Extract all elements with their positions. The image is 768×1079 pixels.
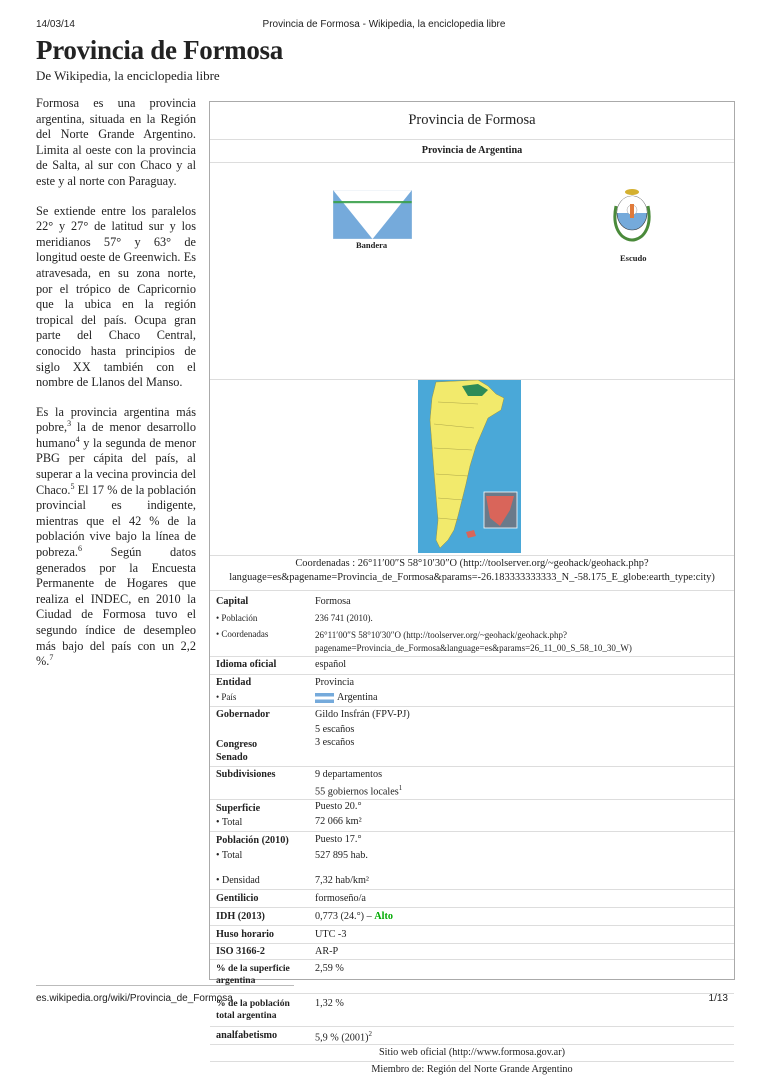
page-title: Provincia de Formosa [36, 35, 283, 65]
densidad-label: • Densidad [216, 875, 260, 886]
coordenadas-value-1: 26°11′00″S 58°10′30″O (http://toolserver.org/~geohack/geohack.php? [315, 630, 567, 640]
congreso-value: 5 escaños [315, 724, 355, 735]
miembro-link[interactable]: Miembro de: Región del Norte Grande Argentino [371, 1064, 573, 1075]
paragraph-1: Formosa es una provincia argentina, situada en la Región del Norte Grande Argentino. Limita al oeste con la provincia de Salta, al sur con Chaco y al este y al norte con Paraguay. [36, 96, 196, 188]
infobox-map [210, 379, 734, 556]
pais-label: • País [216, 692, 237, 702]
print-page-number: 1/13 [708, 993, 728, 1004]
densidad-value: 7,32 hab/km² [315, 875, 369, 886]
gentilicio-label: Gentilicio [216, 893, 259, 904]
row-idioma [210, 656, 734, 674]
paragraph-3-part: la de menor desarrollo humano [36, 420, 196, 450]
poblacion-total-label: • Total [216, 850, 243, 861]
idh-level: Alto [374, 911, 393, 922]
superficie-total-value: 72 066 km² [315, 816, 362, 827]
row-poblacion [210, 831, 734, 890]
subdivisiones-value-1: 9 departamentos [315, 769, 383, 780]
ref-link[interactable]: 5 [70, 481, 75, 491]
senado-value: 3 escaños [315, 737, 355, 748]
poblacion-pct-value: 1,32 % [315, 998, 344, 1009]
row-congreso [210, 736, 734, 766]
ref-link[interactable]: 1 [398, 784, 403, 792]
page-subtitle: De Wikipedia, la enciclopedia libre [36, 68, 220, 83]
pais-name: Argentina [337, 692, 378, 703]
capital-label: Capital [216, 596, 249, 607]
ref-link[interactable]: 7 [49, 653, 54, 663]
entidad-value[interactable]: Provincia [315, 677, 355, 688]
gobernador-label: Gobernador [216, 709, 270, 720]
superficie-pct-label [216, 963, 290, 987]
analfabetismo-label: analfabetismo [216, 1030, 278, 1041]
infobox-coordinates[interactable] [214, 557, 730, 585]
row-miembro [210, 1061, 734, 1079]
pais-value[interactable] [315, 692, 378, 703]
superficie-pct-label-2: argentina [216, 975, 256, 986]
print-header-title: Provincia de Formosa - Wikipedia, la enciclopedia libre [262, 19, 506, 30]
poblacion-total-value: 527 895 hab. [315, 850, 368, 861]
coordenadas-label: • Coordenadas [216, 629, 269, 639]
subdivisiones-text: 55 gobiernos locales [315, 786, 399, 798]
coords-line-1: Coordenadas : 26°11′00″S 58°10′30″O (http://toolserver.org/~geohack/geohack.php? [295, 558, 649, 569]
paragraph-3-part: y la segunda de menor PBG per cápita del país, al superar a la vecina provincia del Chaco. [36, 435, 196, 497]
ref-link[interactable]: 6 [78, 543, 82, 553]
row-superficie-pct [210, 959, 734, 994]
infobox-symbols [210, 162, 734, 380]
poblacion-pct-label-1: % de la población [216, 998, 290, 1009]
superficie-label: Superficie [216, 803, 261, 814]
idh-number: 0,773 (24.°) – [315, 911, 375, 922]
row-gentilicio [210, 889, 734, 908]
idioma-value[interactable]: español [315, 659, 347, 670]
location-map-image[interactable] [418, 380, 521, 553]
row-entidad [210, 674, 734, 706]
poblacion-value: 236 741 (2010). [315, 613, 373, 623]
entidad-label: Entidad [216, 677, 252, 688]
superficie-total-label: • Total [216, 817, 243, 828]
capital-value[interactable]: Formosa [315, 596, 351, 607]
gentilicio-value: formoseño/a [315, 893, 366, 904]
paragraph-3-part: Según datos generados por la Encuesta Permanente de Hogares que realiza el INDEC, en 2010 la Ciudad de Formosa tuvo el segundo índice de desempleo más bajo del país con un 2,2 %. [36, 545, 196, 669]
flag-caption: Bandera [356, 240, 388, 250]
coat-caption: Escudo [620, 253, 647, 263]
subdivisiones-value-2 [315, 784, 402, 797]
paragraph-3 [36, 405, 196, 670]
footer-divider [36, 985, 294, 986]
iso-value[interactable]: AR-P [315, 946, 339, 957]
row-sitio-web [210, 1044, 734, 1062]
infobox-subtitle[interactable]: Provincia de Argentina [210, 139, 734, 163]
superficie-pct-value: 2,59 % [315, 963, 344, 974]
analfabetismo-text: 5,9 % (2001) [315, 1032, 369, 1044]
infobox-title: Provincia de Formosa [210, 102, 734, 140]
idh-label: IDH (2013) [216, 911, 265, 922]
row-capital [210, 590, 734, 655]
paragraph-3-part: Es la provincia argentina más pobre, [36, 404, 196, 435]
coat-of-arms-image[interactable] [608, 188, 656, 243]
poblacion-pct-label-2: total argentina [216, 1010, 277, 1021]
superficie-pct-label-1: % de la superficie [216, 963, 290, 974]
row-idh [210, 907, 734, 926]
row-gobernador [210, 706, 734, 737]
paragraph-3-part: El 17 % de la población provincial es indigente, mientras que el 42 % de la población vive bajo la línea de pobreza. [36, 482, 196, 560]
huso-label: Huso horario [216, 929, 275, 940]
analfabetismo-value [315, 1030, 372, 1043]
poblacion2010-label: Población (2010) [216, 835, 289, 846]
coords-line-2: language=es&pagename=Provincia_de_Formosa&params=-26.183333333333_N_-58.175_E_globe:earth_type:city) [229, 572, 715, 583]
paragraph-2: Se extiende entre los paralelos 22° y 27° de latitud sur y los meridianos 57° y 63° de longitud oeste de Greenwich. Es atravesada, en su zona norte, por el trópico de Capricornio que la ubica en la región tropical del país. Ocupa gran parte del Chaco Central, conocido hasta principios de siglo XX también con el nombre de Llanos del Manso. [36, 203, 196, 390]
poblacion2010-rank: Puesto 17.° [315, 834, 362, 845]
argentina-flag-icon [315, 693, 334, 703]
row-subdivisiones [210, 766, 734, 800]
superficie-rank: Puesto 20.° [315, 801, 362, 812]
gobernador-value[interactable]: Gildo Insfrán (FPV-PJ) [315, 709, 410, 720]
senado-label: Senado [216, 752, 248, 763]
congreso-label: Congreso [216, 739, 258, 750]
print-date: 14/03/14 [36, 19, 75, 30]
flag-image[interactable] [333, 190, 412, 239]
print-footer-url: es.wikipedia.org/wiki/Provincia_de_Formosa [36, 993, 233, 1004]
coordenadas-value[interactable] [315, 629, 632, 655]
ref-link[interactable]: 3 [67, 419, 72, 429]
poblacion-label: • Población [216, 613, 258, 623]
sitio-web-link[interactable]: Sitio web oficial (http://www.formosa.gov.ar) [379, 1047, 565, 1058]
ref-link[interactable]: 2 [368, 1030, 372, 1038]
huso-value[interactable]: UTC -3 [315, 929, 347, 940]
row-huso [210, 925, 734, 944]
idh-value[interactable] [315, 911, 393, 922]
ref-link[interactable]: 4 [75, 434, 80, 444]
row-poblacion-pct [210, 993, 734, 1027]
row-analfabetismo [210, 1026, 734, 1045]
iso-label: ISO 3166-2 [216, 946, 265, 957]
intro-text [36, 96, 196, 684]
idioma-label: Idioma oficial [216, 659, 277, 670]
row-iso [210, 943, 734, 960]
subdivisiones-label: Subdivisiones [216, 769, 276, 780]
row-superficie [210, 799, 734, 832]
coordenadas-value-2: pagename=Provincia_de_Formosa&language=es&params=26_11_00_S_58_10_30_W) [315, 643, 632, 653]
